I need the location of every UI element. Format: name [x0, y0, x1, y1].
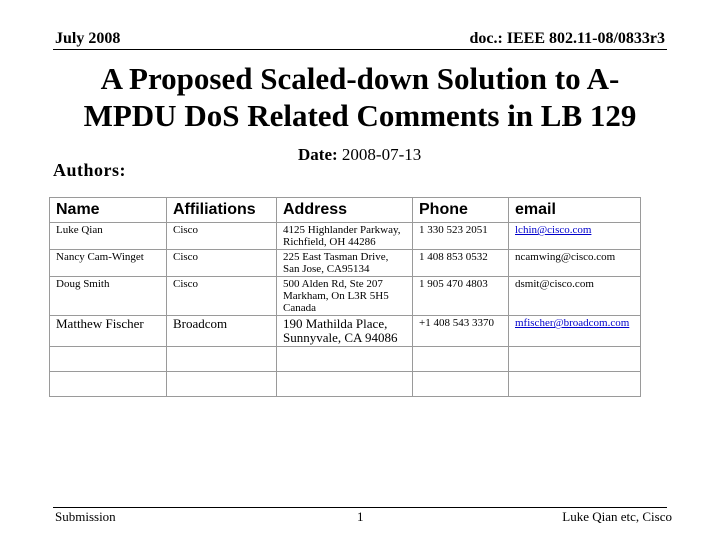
empty-cell: [277, 347, 413, 372]
empty-cell: [413, 347, 509, 372]
empty-cell: [50, 347, 167, 372]
column-header-address: Address: [277, 198, 413, 223]
header-date: July 2008: [55, 30, 121, 47]
table-row: [50, 316, 641, 347]
empty-cell: [50, 372, 167, 397]
author-affiliation: Cisco: [167, 223, 277, 250]
author-address: [277, 316, 413, 347]
table-header-row: [50, 198, 641, 223]
author-email: dsmit@cisco.com: [509, 277, 641, 316]
author-email: [509, 223, 641, 250]
address-line: Richfield, OH 44286: [283, 236, 376, 248]
author-name: Nancy Cam-Winget: [50, 250, 167, 277]
author-affiliation: Cisco: [167, 250, 277, 277]
author-name: Luke Qian: [50, 223, 167, 250]
date-line: [298, 145, 421, 165]
slide-title-line-1: A Proposed Scaled-down Solution to A-: [100, 61, 620, 96]
header-doc-id: doc.: IEEE 802.11-08/0833r3: [469, 30, 665, 47]
date-label: Date:: [298, 145, 338, 164]
author-address: [277, 223, 413, 250]
author-email: [509, 316, 641, 347]
authors-label: Authors:: [53, 160, 127, 180]
footer-rule: [53, 507, 667, 508]
authors-table: [49, 197, 641, 397]
empty-cell: [413, 372, 509, 397]
column-header-affiliations: Affiliations: [167, 198, 277, 223]
address-line: 500 Alden Rd, Ste 207: [283, 278, 383, 290]
author-email: ncamwing@cisco.com: [509, 250, 641, 277]
column-header-phone: Phone: [413, 198, 509, 223]
email-link[interactable]: mfischer@broadcom.com: [515, 317, 630, 329]
address-line: San Jose, CA95134: [283, 263, 370, 275]
author-affiliation: Cisco: [167, 277, 277, 316]
empty-cell: [167, 372, 277, 397]
address-line: 190 Mathilda Place,: [283, 316, 388, 331]
author-phone: 1 330 523 2051: [413, 223, 509, 250]
table-row-empty: [50, 372, 641, 397]
slide-title: [40, 60, 680, 134]
empty-cell: [509, 347, 641, 372]
table-row: [50, 277, 641, 316]
empty-cell: [509, 372, 641, 397]
address-line: Markham, On L3R 5H5: [283, 290, 389, 302]
column-header-name: Name: [50, 198, 167, 223]
author-phone: +1 408 543 3370: [413, 316, 509, 347]
empty-cell: [167, 347, 277, 372]
footer-page-number: 1: [357, 509, 364, 524]
address-line: Sunnyvale, CA 94086: [283, 330, 398, 345]
address-line: 225 East Tasman Drive,: [283, 251, 389, 263]
empty-cell: [277, 372, 413, 397]
author-address: [277, 277, 413, 316]
table-row: [50, 250, 641, 277]
author-phone: 1 408 853 0532: [413, 250, 509, 277]
slide-title-line-2: MPDU DoS Related Comments in LB 129: [83, 98, 637, 133]
author-phone: 1 905 470 4803: [413, 277, 509, 316]
table-row-empty: [50, 347, 641, 372]
date-value: 2008-07-13: [341, 145, 422, 164]
author-address: [277, 250, 413, 277]
author-name: Matthew Fischer: [50, 316, 167, 347]
table-row: [50, 223, 641, 250]
header-rule: [53, 49, 667, 50]
address-line: 4125 Highlander Parkway,: [283, 224, 401, 236]
footer-submission: Submission: [55, 509, 116, 524]
author-affiliation: Broadcom: [167, 316, 277, 347]
email-link[interactable]: lchin@cisco.com: [515, 224, 592, 236]
footer-author: Luke Qian etc, Cisco: [562, 509, 672, 524]
column-header-email: email: [509, 198, 641, 223]
address-line: Canada: [283, 302, 316, 314]
author-name: Doug Smith: [50, 277, 167, 316]
